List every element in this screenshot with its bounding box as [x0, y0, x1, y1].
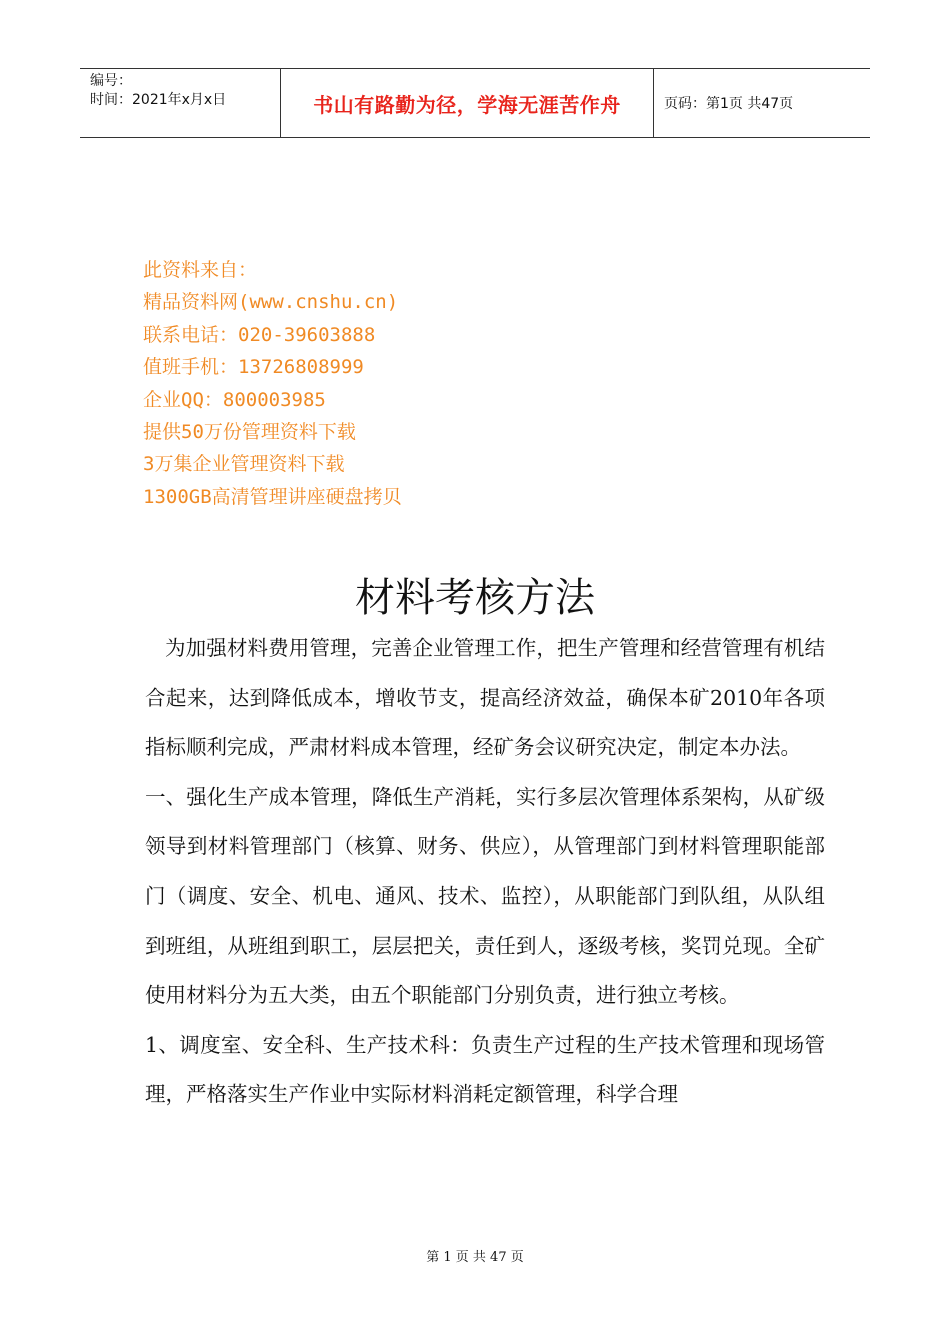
document-body	[145, 624, 825, 1120]
source-line: 联系电话：020-39603888	[143, 323, 376, 346]
source-line: 提供50万份管理资料下载	[143, 421, 356, 444]
body-paragraph: 为加强材料费用管理，完善企业管理工作，把生产管理和经营管理有机结合起来，达到降低成本，增收节支，提高经济效益，确保本矿2010年各项指标顺利完成，严肃材料成本管理，经矿务会议研究决定，制定本办法。	[145, 636, 825, 760]
document-title: 材料考核方法	[355, 575, 595, 621]
source-line: 1300GB高清管理讲座硬盘拷贝	[143, 485, 402, 508]
header-meta-cell	[80, 69, 281, 137]
body-paragraph: 一、强化生产成本管理，降低生产消耗，实行多层次管理体系架构，从矿级领导到材料管理部门（核算、财务、供应），从管理部门到材料管理职能部门（调度、安全、机电、通风、技术、监控），从职能部门到队组，从队组到班组，从班组到职工，层层把关，责任到人，逐级考核，奖罚兑现。全矿使用材料分为五大类，由五个职能部门分别负责，进行独立考核。	[145, 784, 825, 1008]
source-info-block	[143, 254, 402, 513]
source-line: 精品资料网(www.cnshu.cn)	[143, 291, 399, 314]
page-footer: 第 1 页 共 47 页	[426, 1250, 524, 1265]
number-label: 编号：	[90, 73, 132, 89]
motto: 书山有路勤为径，学海无涯苦作舟	[281, 69, 654, 137]
header-table	[80, 68, 870, 138]
date-label: 时间：2021年x月x日	[90, 92, 227, 108]
page-info: 页码：第1页 共47页	[664, 96, 794, 112]
source-line: 企业QQ：800003985	[143, 388, 326, 411]
source-line: 值班手机：13726808999	[143, 356, 364, 379]
source-line: 此资料来自：	[143, 259, 258, 281]
body-paragraph: 1、调度室、安全科、生产技术科：负责生产过程的生产技术管理和现场管理，严格落实生产作业中实际材料消耗定额管理，科学合理	[145, 1032, 825, 1107]
source-line: 3万集企业管理资料下载	[143, 453, 345, 476]
